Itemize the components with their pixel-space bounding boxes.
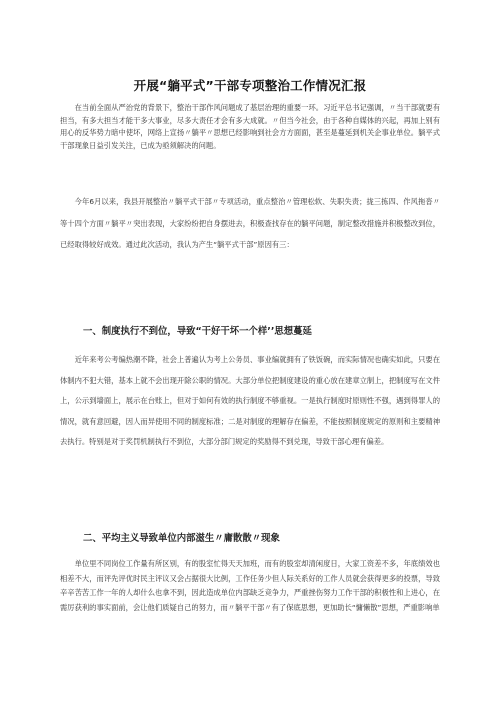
section-2-paragraph: 单位里不同岗位工作量有所区别，有的股室忙得天天加班，而有的股室却清闲度日，大家工资差不多，年底绩效也相差不大，而评先评优时民主评议又会占据很大比例，工作任务少但人际关系好的工作人员就会获得更多的投票，导致辛辛苦苦工作一年的人却什么也拿不到，因此造成单位内部缺乏竞争力，严重挫伤努力工作干部的积极性和上进心，在需厉获利的事实面前，会让他们质疑自己的努力，而〃躺平干部〃有了保底思想，更加助长“慵懒散”思想，严重影响单 [60, 559, 440, 612]
section-1-paragraph: 近年来考公考编热潮不降，社会上普遍认为考上公务员、事业编就拥有了铁饭碗，而实际情况也确实如此，只要在体制内不犯大错，基本上就不会出现开除公职的情况。大部分单位把制度建设的重心放在建章立制上，把制度写在文件上，公示到墙面上，展示在台账上，但对于如何有效的执行制度不够重视。一是执行制度时原则性不强，遇到得罪人的情况，就有意回避，因人而异使用不同的制度标准；二是对制度的理解存在偏差，不能按照制度规定的原则和主要精神去执行。特别是对于奖罚机制执行不到位，大部分部门规定的奖励得不到兑现，导致干部心理有偏差。 [60, 355, 440, 447]
section-heading-2: 二、平均主义导致单位内部滋生〃庸散散〃现象 [83, 533, 280, 544]
activity-paragraph: 今年6月以来，我县开展整治〃躺平式干部〃专项活动，重点整治〃管理松软、失职失责；拢三拣四、作风拖沓〃等十四个方面〃躺平〃突出表现，大家纷纷把自身摆进去，积极查找存在的躺平问题，制定整改措施并积极整改到位，已经取得较好成效。通过此次活动，我认为产生“躺平式干部”原因有三： [60, 197, 440, 249]
intro-paragraph: 在当前全面从严治党的背景下，整治干部作风问题成了基层治理的重要一环。习近平总书记强调，〃当干部就要有担当，有多大担当才能干多大事业，尽多大责任才会有多大成就。〃但当今社会，由于各种自媒体的兴起，再加上别有用心的反华势力暗中使坏，网络上宣扬〃躺平〃思想已经影响到社会方方面面，甚至是蔓延到机关企事业单位。躺平式干部现象日益引发关注，已成为亟须解决的问题。 [60, 103, 440, 150]
document-title: 开展“躺平式”干部专项整治工作情况汇报 [133, 78, 367, 94]
section-heading-1: 一、制度执行不到位，导致“干好干坏一个样’’思想蔓延 [83, 326, 312, 337]
